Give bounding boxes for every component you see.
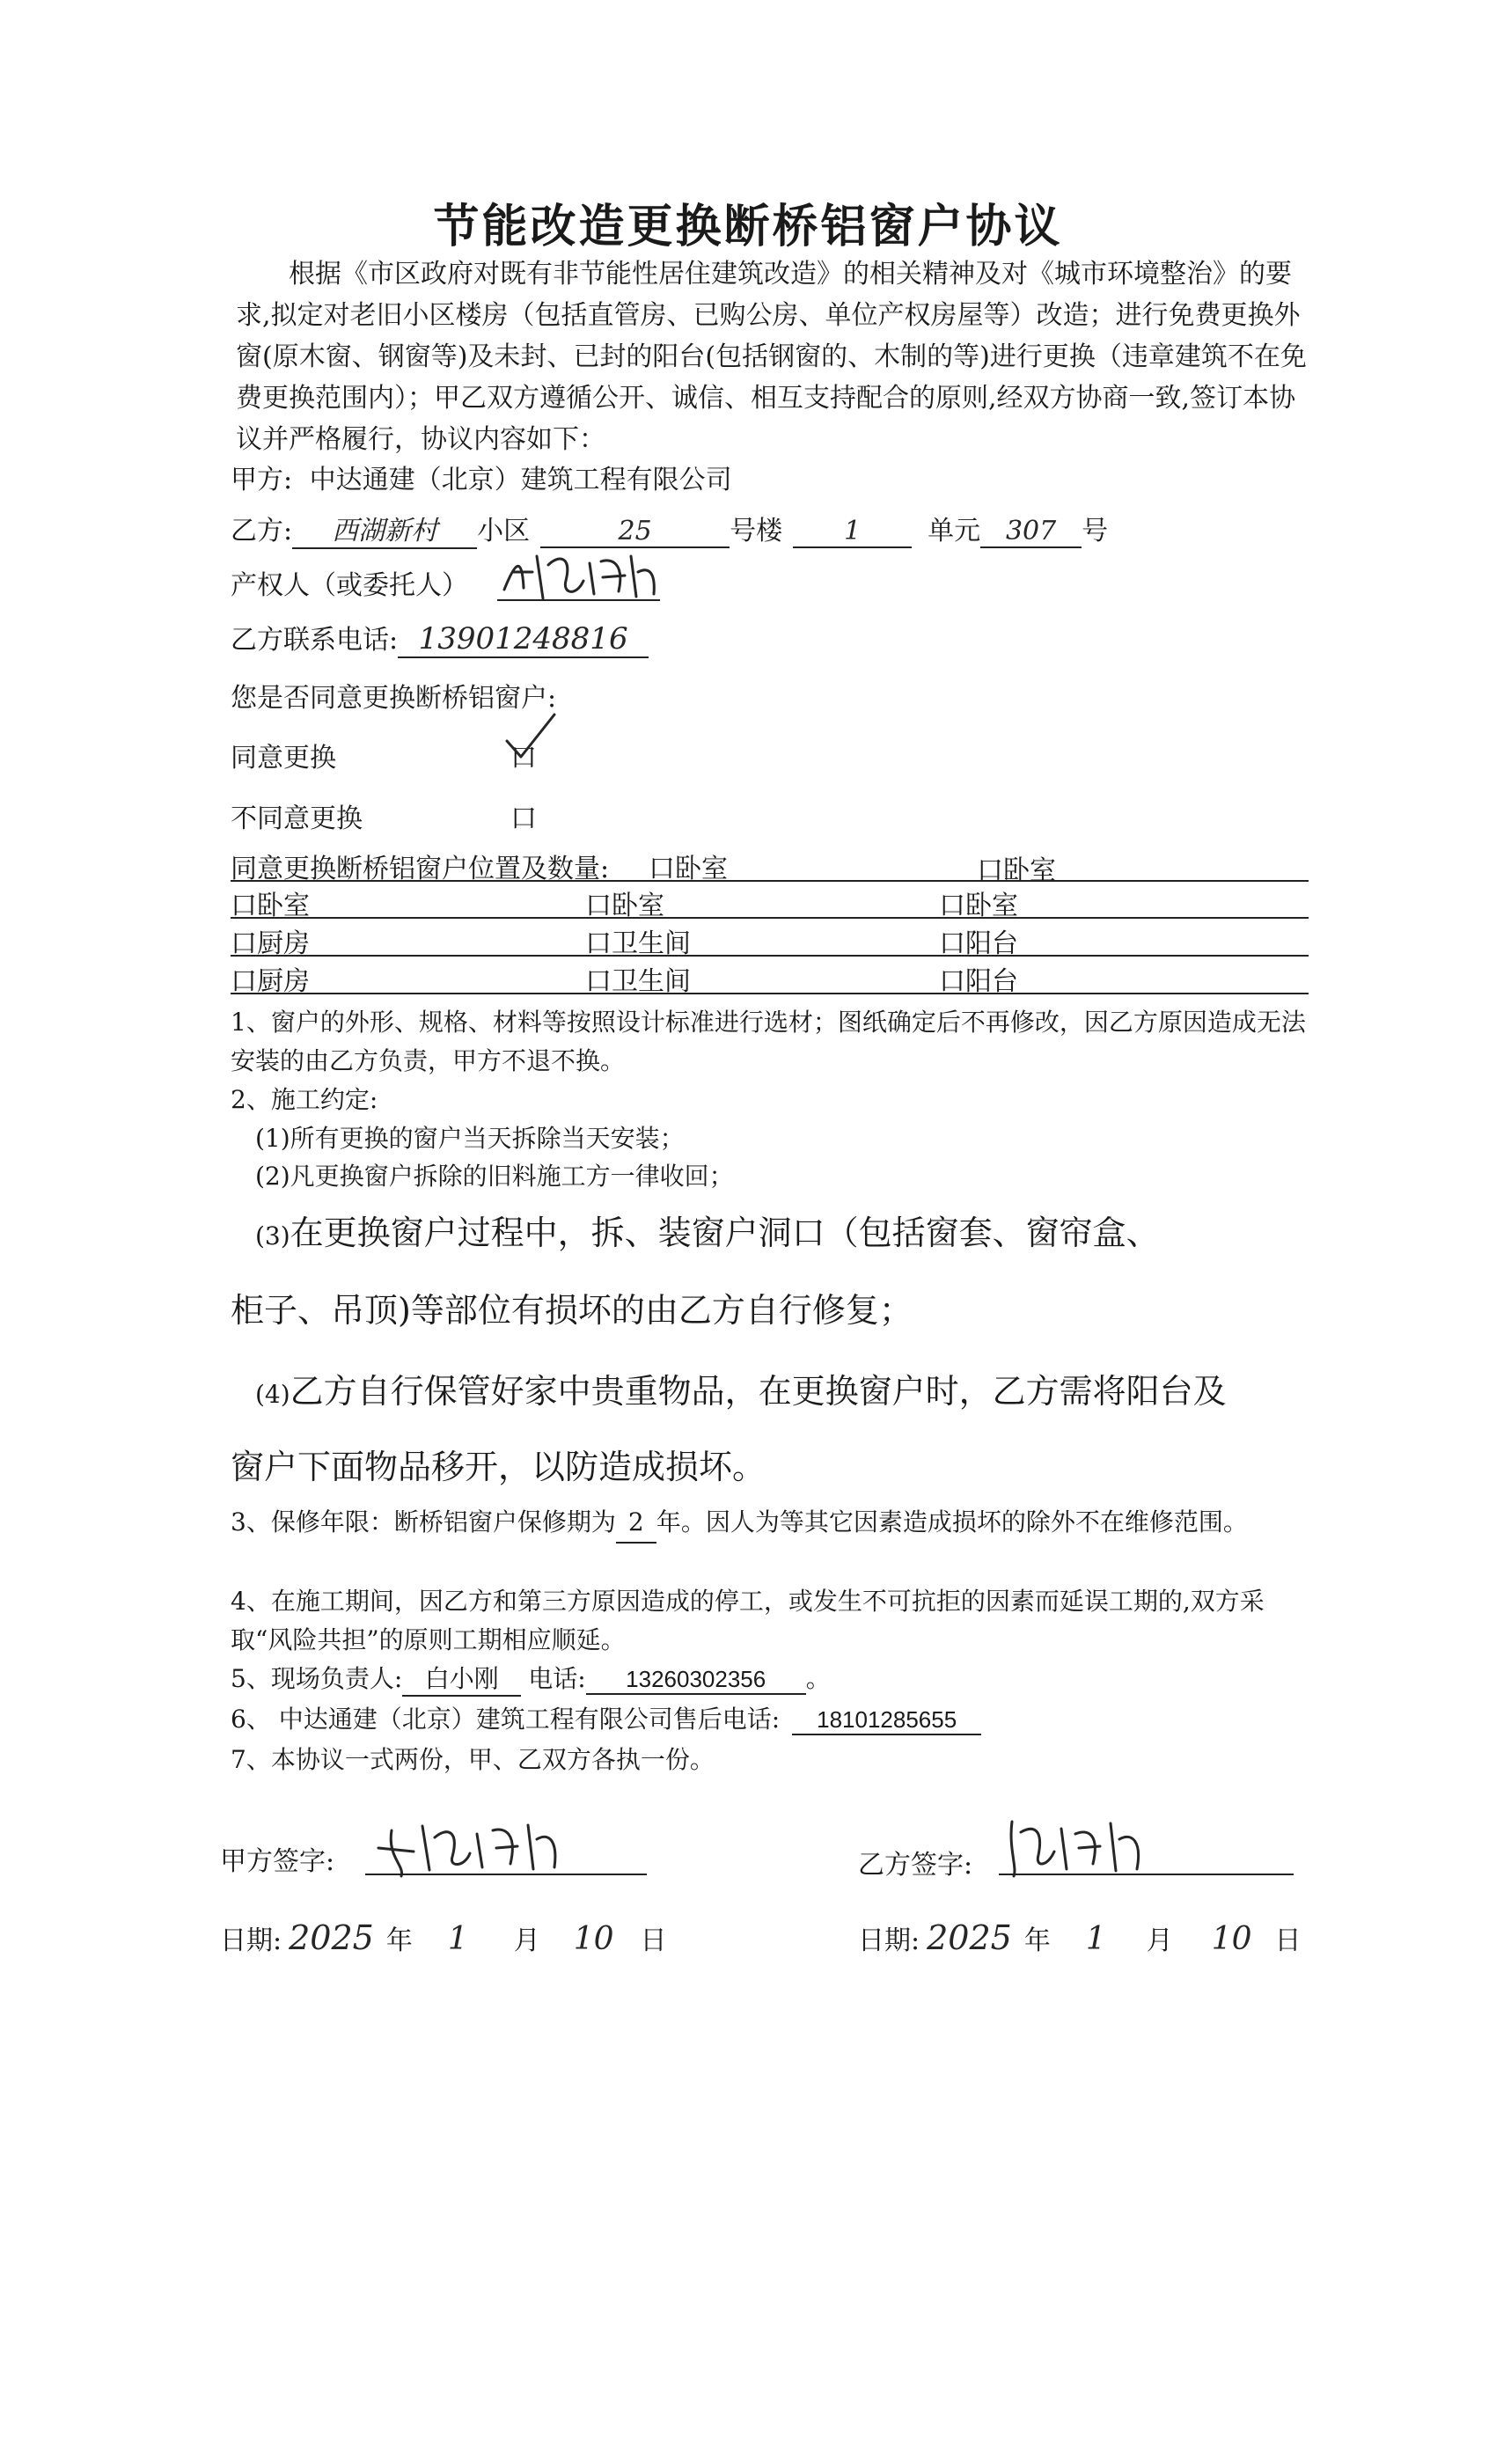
date-day: 10 xyxy=(1211,1921,1252,1957)
clause-2-1: (1)所有更换的窗户当天拆除当天安装； xyxy=(255,1124,685,1153)
date-month: 1 xyxy=(447,1921,468,1957)
building-suffix: 号楼 xyxy=(730,516,783,546)
room-option[interactable]: 口卧室 xyxy=(231,891,310,921)
clause-2-3-num: (3) xyxy=(255,1221,290,1250)
date-label: 日期: xyxy=(858,1925,920,1956)
site-manager-phone: 13260302356 xyxy=(586,1666,806,1695)
date-month: 1 xyxy=(1085,1921,1106,1957)
table-rule xyxy=(231,917,1309,919)
date-year: 2025 xyxy=(289,1918,374,1957)
party-a-name: 中达通建（北京）建筑工程有限公司 xyxy=(309,465,732,495)
clause-2-4-line1 xyxy=(255,1364,1227,1412)
clause-2-4-line2: 窗户下面物品移开，以防造成损坏。 xyxy=(231,1448,766,1486)
clause-6 xyxy=(231,1700,981,1735)
clause-5-pre: 5、现场负责人: xyxy=(231,1664,403,1693)
room-option[interactable]: 口卧室 xyxy=(977,855,1056,886)
phone-row xyxy=(231,618,649,658)
clause-5-phone-label: 电话: xyxy=(528,1664,586,1693)
warranty-years: 2 xyxy=(616,1503,656,1544)
room-option[interactable]: 口卫生间 xyxy=(585,928,691,959)
community-field[interactable]: 西湖新村 xyxy=(292,509,477,549)
clause-2-3-text: 在更换窗户过程中，拆、装窗户洞口（包括窗套、窗帘盒、 xyxy=(290,1214,1160,1252)
clause-2-title: 2、施工约定: xyxy=(231,1085,378,1114)
party-b-row xyxy=(231,509,1108,549)
day-char: 日 xyxy=(640,1925,667,1956)
phone-field[interactable]: 13901248816 xyxy=(398,621,649,658)
year-char: 年 xyxy=(1023,1925,1051,1956)
clause-2-3-line2: 柜子、吊顶)等部位有损坏的由乙方自行修复； xyxy=(231,1291,913,1330)
room-option[interactable]: 口卫生间 xyxy=(585,966,691,997)
owner-label: 产权人（或委托人） xyxy=(231,570,468,601)
room-option[interactable]: 口卧室 xyxy=(939,891,1018,921)
after-sales-phone: 18101285655 xyxy=(792,1706,981,1735)
room-option[interactable]: 口阳台 xyxy=(939,966,1018,997)
room-suffix: 号 xyxy=(1082,516,1109,546)
date-year: 2025 xyxy=(927,1918,1012,1957)
clause-3-pre: 3、保修年限：断桥铝窗户保修期为 xyxy=(231,1507,616,1536)
clause-3 xyxy=(231,1503,1313,1544)
room-option[interactable]: 口卧室 xyxy=(649,854,728,884)
consent-question: 您是否同意更换断桥铝窗户: xyxy=(231,683,557,714)
checkmark-icon xyxy=(500,711,561,764)
party-a-date xyxy=(220,1918,667,1957)
clause-6-pre: 6、 中达通建（北京）建筑工程有限公司售后电话: xyxy=(231,1705,781,1734)
phone-label: 乙方联系电话: xyxy=(231,625,399,656)
date-day: 10 xyxy=(573,1921,614,1957)
building-field[interactable]: 25 xyxy=(540,516,730,548)
table-rule xyxy=(231,955,1309,957)
clause-5 xyxy=(231,1660,831,1697)
month-char: 月 xyxy=(1146,1925,1173,1956)
clause-5-end: 。 xyxy=(805,1664,831,1693)
intro-paragraph: 根据《市区政府对既有非节能性居住建筑改造》的相关精神及对《城市环境整治》的要求,拟定对老旧小区楼房（包括直管房、已购公房、单位产权房屋等）改造；进行免费更换外窗(原木窗、钢窗等)及未封、已封的阳台(包括钢窗的、木制的等)进行更换（违章建筑不在免费更换范围内）；甲乙双方遵循公开、诚信、相互支持配合的原则,经双方协商一致,签订本协议并严格履行，协议内容如下： xyxy=(236,259,1307,455)
room-option[interactable]: 口阳台 xyxy=(939,928,1018,959)
owner-signature xyxy=(497,546,664,607)
owner-row xyxy=(231,563,468,602)
party-a-label: 甲方: xyxy=(231,465,293,495)
unit-suffix: 单元 xyxy=(928,516,981,546)
table-rule xyxy=(231,880,1309,882)
agree-checkbox[interactable]: 口 xyxy=(510,743,537,774)
date-label: 日期: xyxy=(220,1925,282,1956)
room-field[interactable]: 307 xyxy=(980,516,1082,548)
clause-3-post: 年。因人为等其它因素造成损坏的除外不在维修范围。 xyxy=(656,1507,1248,1536)
clause-2-2: (2)凡更换窗户拆除的旧料施工方一律收回； xyxy=(255,1162,734,1191)
unit-field[interactable]: 1 xyxy=(793,516,912,548)
party-a-signature xyxy=(361,1813,651,1883)
party-a-row xyxy=(231,458,732,496)
room-option[interactable]: 口厨房 xyxy=(231,928,310,959)
clause-2-4-num: (4) xyxy=(255,1380,290,1409)
table-rule xyxy=(231,993,1309,994)
room-option[interactable]: 口卧室 xyxy=(585,891,664,921)
day-char: 日 xyxy=(1274,1925,1302,1956)
party-b-signature xyxy=(994,1813,1298,1883)
clause-2-3-line1 xyxy=(255,1206,1160,1254)
clause-4: 4、在施工期间，因乙方和第三方原因造成的停工，或发生不可抗拒的因素而延误工期的,双方采取“风险共担”的原则工期相应顺延。 xyxy=(231,1587,1265,1654)
site-manager-name: 白小刚 xyxy=(402,1660,521,1697)
disagree-label: 不同意更换 xyxy=(231,803,363,834)
party-a-sign-label: 甲方签字: xyxy=(220,1846,335,1877)
disagree-checkbox[interactable]: 口 xyxy=(510,803,537,834)
party-b-label: 乙方: xyxy=(231,516,293,546)
month-char: 月 xyxy=(513,1925,540,1956)
community-suffix: 小区 xyxy=(477,516,531,546)
year-char: 年 xyxy=(385,1925,413,1956)
party-b-sign-label: 乙方签字: xyxy=(858,1850,973,1881)
document-title: 节能改造更换断桥铝窗户协议 xyxy=(433,200,1063,253)
rooms-intro-label: 同意更换断桥铝窗户位置及数量: xyxy=(231,854,610,884)
room-option[interactable]: 口厨房 xyxy=(231,966,310,997)
agree-label: 同意更换 xyxy=(231,743,336,774)
clause-7: 7、本协议一式两份，甲、乙双方各执一份。 xyxy=(231,1745,715,1774)
clause-1: 1、窗户的外形、规格、材料等按照设计标准进行选材；图纸确定后不再修改，因乙方原因造成无法安装的由乙方负责，甲方不退不换。 xyxy=(231,1008,1306,1075)
party-b-date xyxy=(858,1918,1302,1957)
clause-2-4-text: 乙方自行保管好家中贵重物品，在更换窗户时，乙方需将阳台及 xyxy=(290,1372,1227,1411)
